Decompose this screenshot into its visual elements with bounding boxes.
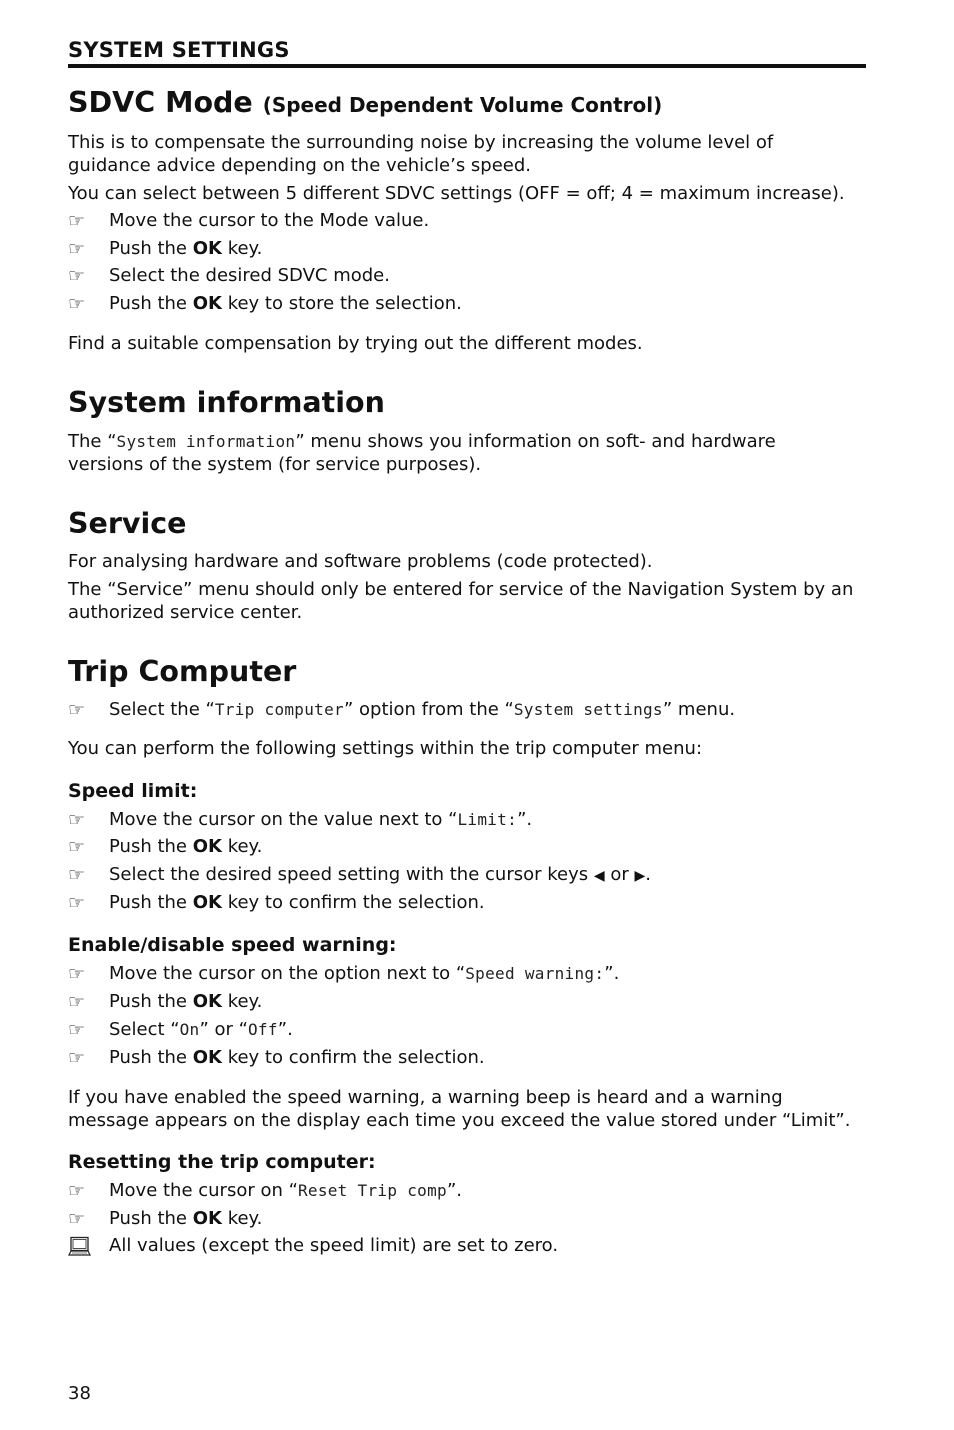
- sysinfo-paragraph: The “System information” menu shows you information on soft- and hardware versions of the system (for service purposes).: [68, 431, 776, 475]
- speed-limit-step-1: ☞ Move the cursor on the value next to “Limit:”.: [68, 809, 533, 831]
- section-header-title: SYSTEM SETTINGS: [68, 38, 290, 62]
- pointing-hand-icon: ☞: [68, 1047, 86, 1069]
- speed-limit-step-4: ☞ Push the OK key to confirm the selection.: [68, 892, 485, 914]
- speed-warning-heading: Enable/disable speed warning:: [68, 934, 397, 956]
- speed-limit-step-2: ☞ Push the OK key.: [68, 836, 263, 858]
- reset-step-2: ☞ Push the OK key.: [68, 1208, 263, 1230]
- trip-title: Trip Computer: [68, 655, 297, 688]
- sdvc-paragraph-1: This is to compensate the surrounding noise by increasing the volume level of guidance advice depending on the vehicle’s speed.: [68, 132, 774, 176]
- left-arrow-icon: ◀: [593, 868, 605, 884]
- sdvc-title: SDVC Mode: [68, 86, 253, 119]
- reset-heading: Resetting the trip computer:: [68, 1151, 376, 1173]
- sdvc-step-3: ☞ Select the desired SDVC mode.: [68, 265, 390, 287]
- pointing-hand-icon: ☞: [68, 864, 86, 886]
- sdvc-paragraph-2: You can select between 5 different SDVC settings (OFF = off; 4 = maximum increase).: [68, 183, 845, 204]
- speed-limit-step-3: ☞ Select the desired speed setting with the cursor keys ◀ or ▶.: [68, 864, 651, 886]
- display-screen-icon: [68, 1234, 98, 1264]
- right-arrow-icon: ▶: [634, 868, 646, 884]
- page-number: 38: [68, 1383, 91, 1404]
- speed-warning-step-3: ☞ Select “On” or “Off”.: [68, 1019, 293, 1041]
- pointing-hand-icon: ☞: [68, 1180, 86, 1202]
- pointing-hand-icon: ☞: [68, 892, 86, 914]
- sdvc-step-4: ☞ Push the OK key to store the selection.: [68, 293, 462, 315]
- section-header: [68, 34, 866, 68]
- pointing-hand-icon: ☞: [68, 238, 86, 260]
- sdvc-heading: [68, 86, 662, 122]
- pointing-hand-icon: ☞: [68, 991, 86, 1013]
- pointing-hand-icon: ☞: [68, 210, 86, 232]
- service-paragraph-2: The “Service” menu should only be entered for service of the Navigation System by an authorized service center.: [68, 579, 854, 623]
- trip-intro: You can perform the following settings within the trip computer menu:: [68, 738, 703, 759]
- pointing-hand-icon: ☞: [68, 265, 86, 287]
- service-paragraph-1: For analysing hardware and software problems (code protected).: [68, 551, 653, 572]
- pointing-hand-icon: ☞: [68, 293, 86, 315]
- pointing-hand-icon: ☞: [68, 963, 86, 985]
- sdvc-subtitle: (Speed Dependent Volume Control): [262, 93, 663, 117]
- speed-limit-heading: Speed limit:: [68, 780, 198, 802]
- speed-warning-step-4: ☞ Push the OK key to confirm the selection.: [68, 1047, 485, 1069]
- speed-warning-note: If you have enabled the speed warning, a warning beep is heard and a warning message appears on the display each time you exceed the value stored under “Limit”.: [68, 1087, 851, 1131]
- pointing-hand-icon: ☞: [68, 809, 86, 831]
- pointing-hand-icon: ☞: [68, 699, 86, 721]
- speed-warning-step-1: ☞ Move the cursor on the option next to “Speed warning:”.: [68, 963, 620, 985]
- sdvc-step-2: ☞ Push the OK key.: [68, 238, 263, 260]
- trip-select-step: ☞ Select the “Trip computer” option from the “System settings” menu.: [68, 699, 736, 721]
- sysinfo-title: System information: [68, 386, 385, 419]
- reset-step-1: ☞ Move the cursor on “Reset Trip comp”.: [68, 1180, 462, 1202]
- sdvc-note: Find a suitable compensation by trying out the different modes.: [68, 333, 643, 354]
- pointing-hand-icon: ☞: [68, 1019, 86, 1041]
- reset-result: All values (except the speed limit) are set to zero.: [68, 1234, 866, 1258]
- pointing-hand-icon: ☞: [68, 1208, 86, 1230]
- speed-warning-step-2: ☞ Push the OK key.: [68, 991, 263, 1013]
- sdvc-step-1: ☞ Move the cursor to the Mode value.: [68, 210, 430, 232]
- service-title: Service: [68, 507, 187, 540]
- pointing-hand-icon: ☞: [68, 836, 86, 858]
